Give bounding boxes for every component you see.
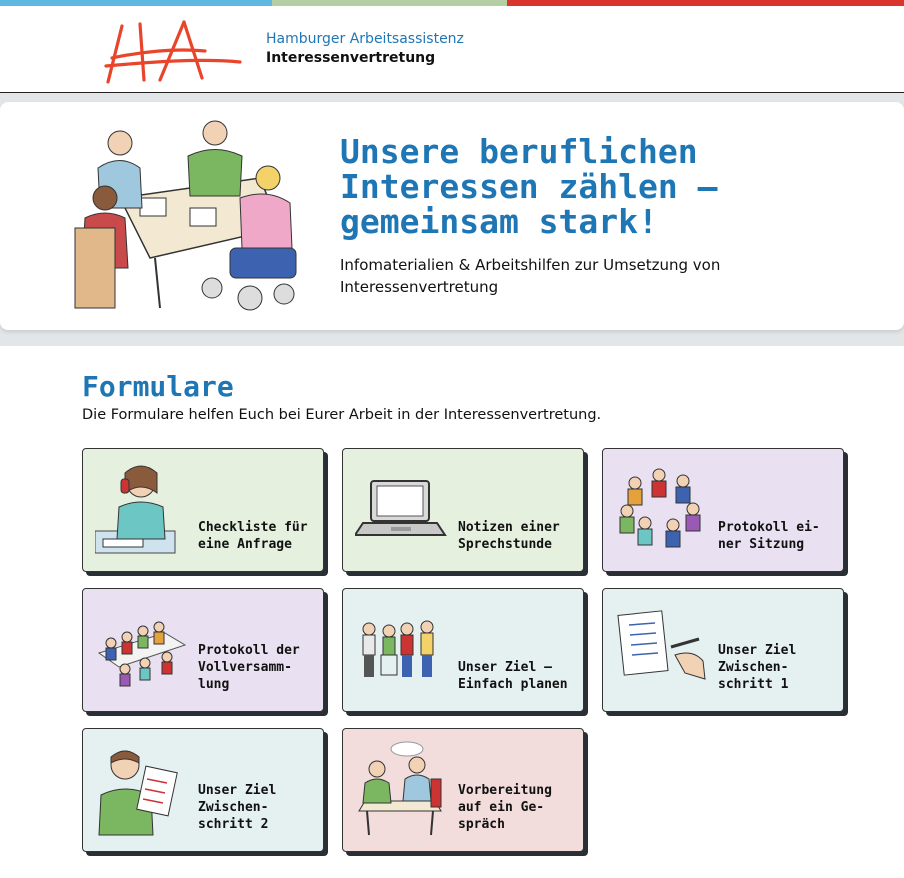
phone-call-icon: [95, 459, 187, 559]
card-checkliste-anfrage[interactable]: [82, 448, 324, 572]
brand-name[interactable]: Hamburger Arbeitsassistenz: [266, 31, 464, 47]
section-description: Die Formulare helfen Euch bei Eurer Arbeit in der Interessenvertretung.: [82, 407, 602, 423]
card-notizen-sprechstunde[interactable]: [342, 448, 584, 572]
brand-subtitle[interactable]: Interessenvertretung: [266, 50, 436, 66]
card-unser-ziel-zwischenschritt-2[interactable]: [82, 728, 324, 852]
card-label: Unser Ziel – Einfach planen: [458, 660, 568, 692]
hero-title: Unsere beruflichen Interessen zählen – gemeinsam stark!: [340, 132, 718, 241]
person-reading-list-icon: [95, 739, 187, 839]
section-title: Formulare: [82, 370, 234, 403]
conversation-icon: [355, 739, 447, 839]
card-vorbereitung-gespraech[interactable]: [342, 728, 584, 852]
people-standing-icon: [355, 599, 447, 699]
card-unser-ziel-zwischenschritt-1[interactable]: [602, 588, 844, 712]
card-label: Notizen einer Sprechstunde: [458, 520, 560, 552]
card-label: Unser Ziel Zwischen- schritt 2: [198, 783, 277, 832]
card-label: Vorbereitung auf ein Ge- spräch: [458, 783, 552, 832]
card-protokoll-vollversammlung[interactable]: [82, 588, 324, 712]
card-label: Unser Ziel Zwischen- schritt 1: [718, 643, 797, 692]
laptop-icon: [355, 459, 447, 559]
card-label: Checkliste für eine Anfrage: [198, 520, 308, 552]
card-label: Protokoll der Vollversamm- lung: [198, 643, 300, 692]
checklist-writing-icon: [615, 599, 707, 699]
meeting-table-illustration-icon: [70, 118, 300, 318]
hero-subtitle: Infomaterialien & Arbeitshilfen zur Umsetzung von Interessenvertretung: [340, 256, 721, 296]
card-protokoll-sitzung[interactable]: [602, 448, 844, 572]
main-content: [0, 346, 904, 878]
ha-logo-icon[interactable]: [100, 18, 250, 88]
card-label: Protokoll ei- ner Sitzung: [718, 520, 820, 552]
card-unser-ziel-einfach-planen[interactable]: [342, 588, 584, 712]
assembly-icon: [95, 599, 187, 699]
site-header: [0, 6, 904, 93]
group-circle-icon: [615, 459, 707, 559]
hero-banner: [0, 102, 904, 330]
